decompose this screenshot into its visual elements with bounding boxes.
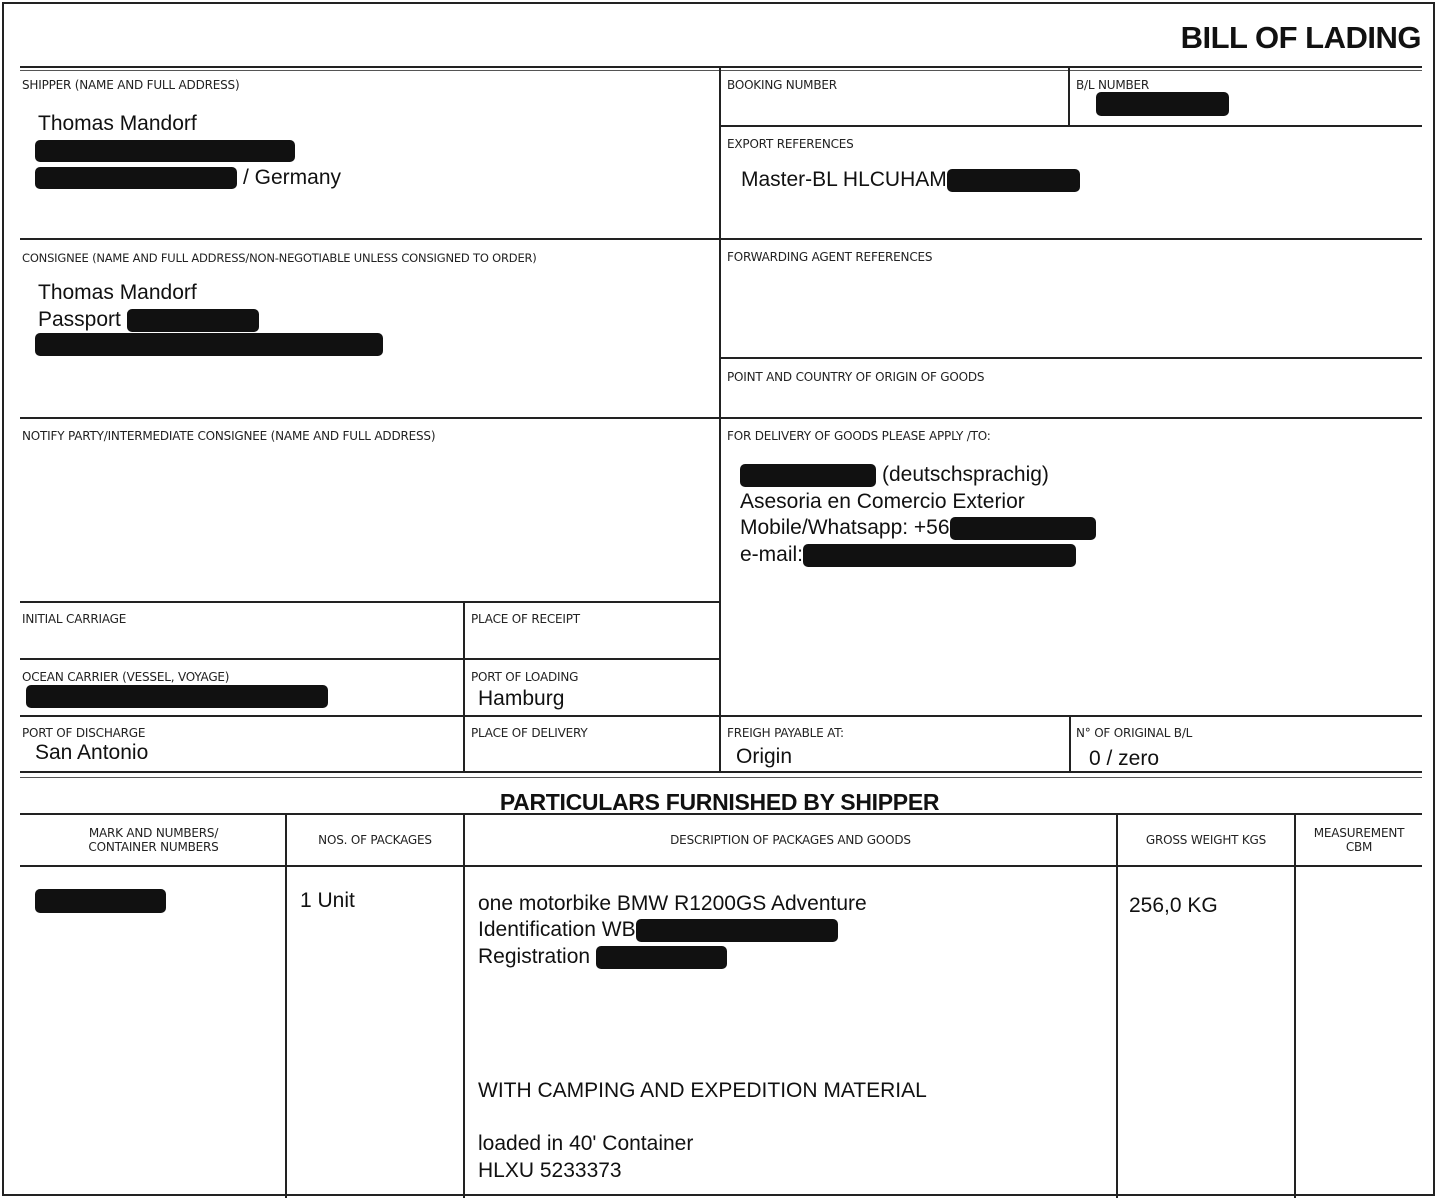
delivery-contact-line xyxy=(740,462,1049,489)
divider-freight xyxy=(1069,715,1071,772)
rule-top-double xyxy=(20,70,1422,71)
shipper-label: SHIPPER (NAME AND FULL ADDRESS) xyxy=(22,78,240,92)
export-references-label: EXPORT REFERENCES xyxy=(727,137,854,151)
shipper-country: / Germany xyxy=(243,166,342,189)
consignee-passport-line xyxy=(38,307,259,334)
consignee-passport-label: Passport xyxy=(38,308,121,331)
document-title: BILL OF LADING xyxy=(1180,20,1421,55)
bl-number-redacted xyxy=(1096,92,1229,116)
email-redacted xyxy=(803,544,1076,567)
shipper-street-redacted xyxy=(35,140,295,162)
column-description-label: DESCRIPTION OF PACKAGES AND GOODS xyxy=(670,833,911,847)
origin-of-goods-label: POINT AND COUNTRY OF ORIGIN OF GOODS xyxy=(727,370,985,384)
goods-desc-line3 xyxy=(478,944,727,971)
registration-redacted xyxy=(596,946,727,969)
column-description-header xyxy=(465,815,1116,865)
column-marks-label: MARK AND NUMBERS/ CONTAINER NUMBERS xyxy=(88,826,219,854)
delivery-mobile-prefix: Mobile/Whatsapp: +56 xyxy=(740,516,950,539)
ocean-carrier-label: OCEAN CARRIER (VESSEL, VOYAGE) xyxy=(22,670,230,684)
rule-initial-carriage-bottom xyxy=(20,658,720,660)
freight-payable-label: FREIGH PAYABLE AT: xyxy=(727,726,844,740)
consignee-address-redacted xyxy=(35,333,383,356)
rule-discharge-double xyxy=(20,777,1422,778)
rule-top xyxy=(20,66,1422,68)
consignee-label: CONSIGNEE (NAME AND FULL ADDRESS/NON-NEGOTIABLE UNLESS CONSIGNED TO ORDER) xyxy=(22,251,537,265)
initial-carriage-label: INITIAL CARRIAGE xyxy=(22,612,127,626)
vessel-redacted xyxy=(26,685,328,708)
rule-shipper-bottom xyxy=(20,238,1422,240)
delivery-mobile-line xyxy=(740,515,1096,542)
rule-columns-bottom xyxy=(20,865,1422,867)
goods-desc-line4: WITH CAMPING AND EXPEDITION MATERIAL xyxy=(478,1079,927,1102)
column-weight-label: GROSS WEIGHT KGS xyxy=(1145,833,1267,847)
passport-redacted xyxy=(127,309,259,332)
mobile-redacted xyxy=(950,517,1096,540)
forwarding-agent-label: FORWARDING AGENT REFERENCES xyxy=(727,250,933,264)
port-of-loading-value: Hamburg xyxy=(478,687,565,710)
divider-col-packages xyxy=(463,813,465,1198)
packages-value: 1 Unit xyxy=(300,889,355,912)
divider-left-lower xyxy=(463,601,465,772)
particulars-title: PARTICULARS FURNISHED BY SHIPPER xyxy=(499,789,940,815)
column-packages-label: NOS. OF PACKAGES xyxy=(318,833,432,847)
delivery-apply-label: FOR DELIVERY OF GOODS PLEASE APPLY /TO: xyxy=(727,429,991,443)
port-of-discharge-label: PORT OF DISCHARGE xyxy=(22,726,146,740)
column-packages-header xyxy=(287,815,463,865)
consignee-name: Thomas Mandorf xyxy=(38,281,197,304)
master-bl-prefix: Master-BL HLCUHAM xyxy=(741,168,947,191)
column-measurement-label: MEASUREMENT CBM xyxy=(1313,826,1405,854)
column-measurement-header xyxy=(1296,815,1422,865)
rule-booking-bottom xyxy=(720,125,1422,127)
shipper-city-line xyxy=(35,165,341,192)
container-marks-redacted xyxy=(35,889,166,913)
export-references-value xyxy=(741,167,1080,194)
place-of-delivery-label: PLACE OF DELIVERY xyxy=(471,726,588,740)
original-bl-label: N° OF ORIGINAL B/L xyxy=(1076,726,1193,740)
rule-carrier-bottom xyxy=(20,715,1422,717)
delivery-company: Asesoria en Comercio Exterior xyxy=(740,490,1025,513)
rule-discharge-bottom xyxy=(20,771,1422,773)
port-of-loading-label: PORT OF LOADING xyxy=(471,670,579,684)
column-weight-header xyxy=(1118,815,1294,865)
rule-consignee-bottom xyxy=(20,417,1422,419)
column-marks-header xyxy=(22,815,285,865)
booking-number-label: BOOKING NUMBER xyxy=(727,78,837,92)
original-bl-value: 0 / zero xyxy=(1089,747,1160,770)
goods-desc-line1: one motorbike BMW R1200GS Adventure xyxy=(478,892,867,915)
goods-desc-line2 xyxy=(478,917,838,944)
delivery-language: (deutschsprachig) xyxy=(882,463,1049,486)
delivery-email-line xyxy=(740,542,1076,569)
registration-prefix: Registration xyxy=(478,945,591,968)
shipper-name: Thomas Mandorf xyxy=(38,112,197,135)
divider-col-description xyxy=(1116,813,1118,1198)
place-of-receipt-label: PLACE OF RECEIPT xyxy=(471,612,580,626)
shipper-city-redacted xyxy=(35,167,237,189)
rule-forwarding-bottom xyxy=(720,357,1422,359)
master-bl-redacted xyxy=(947,169,1080,192)
divider-col-weight xyxy=(1294,813,1296,1198)
goods-desc-line5: loaded in 40' Container xyxy=(478,1132,694,1155)
port-of-discharge-value: San Antonio xyxy=(35,741,149,764)
divider-col-marks xyxy=(285,813,287,1198)
notify-party-label: NOTIFY PARTY/INTERMEDIATE CONSIGNEE (NAME AND FULL ADDRESS) xyxy=(22,429,436,443)
rule-notify-bottom xyxy=(20,601,720,603)
contact-name-redacted xyxy=(740,464,876,487)
vin-redacted xyxy=(636,919,838,942)
bl-number-label: B/L NUMBER xyxy=(1076,78,1150,92)
identification-prefix: Identification WB xyxy=(478,918,636,941)
freight-payable-value: Origin xyxy=(736,745,793,768)
divider-main xyxy=(719,66,721,772)
delivery-email-prefix: e-mail: xyxy=(740,543,804,566)
gross-weight-value: 256,0 KG xyxy=(1129,894,1218,917)
goods-desc-line6: HLXU 5233373 xyxy=(478,1159,622,1182)
divider-booking xyxy=(1068,66,1070,126)
